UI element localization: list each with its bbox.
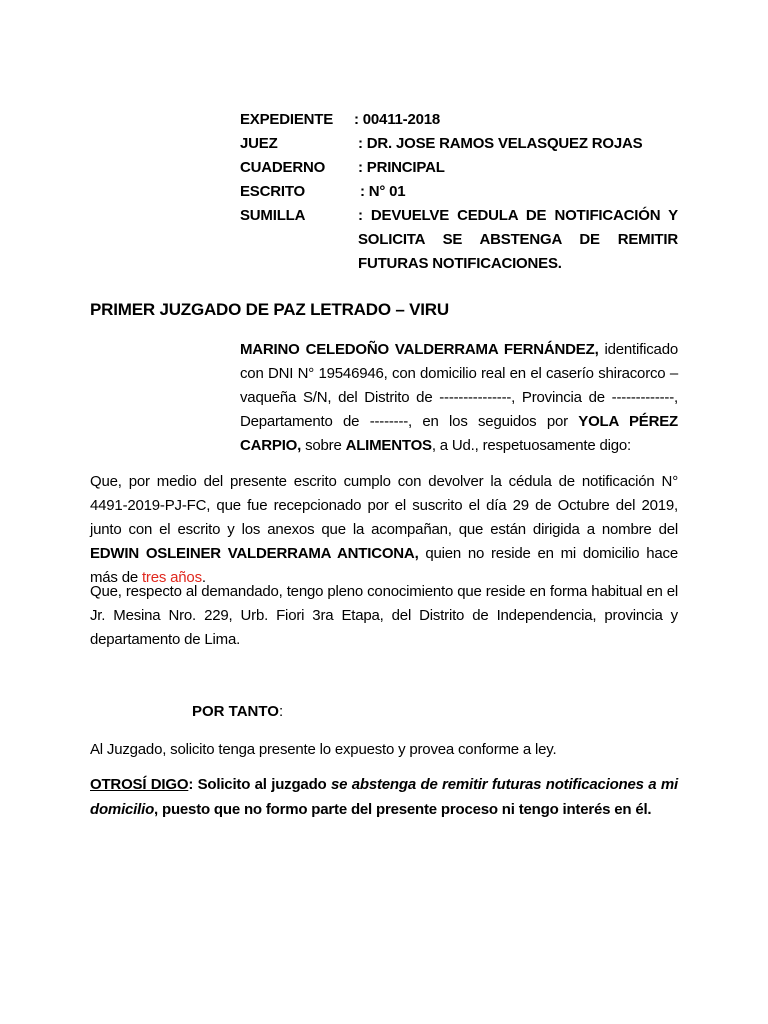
otrosi-label: OTROSÍ DIGO	[90, 776, 189, 793]
otrosi-text-2: , puesto que no formo parte del presente proceso ni tengo interés en él.	[154, 801, 652, 818]
juez-label: JUEZ	[240, 135, 278, 152]
paragraph-defendant-address: Que, respecto al demandado, tengo pleno conocimiento que reside en forma habitual en el Jr. Mesina Nro. 229, Urb. Fiori 3ra Etapa, del Distrito de Independencia, provincia y departamento de Lima.	[90, 583, 678, 648]
intro-text-3: , a Ud., respetuosamente digo:	[431, 437, 631, 454]
paragraph1-text-2: quien no reside en mi domicilio hace más de	[90, 545, 678, 586]
intro-text-2: sobre	[301, 437, 346, 454]
escrito-label: ESCRITO	[240, 183, 306, 200]
sumilla-label: SUMILLA	[240, 207, 306, 224]
court-title: PRIMER JUZGADO DE PAZ LETRADO – VIRU	[90, 300, 449, 319]
addressee-name: EDWIN OSLEINER VALDERRAMA ANTICONA,	[90, 545, 419, 562]
cuaderno-value: : PRINCIPAL	[358, 159, 445, 176]
paragraph-request: Al Juzgado, solicito tenga presente lo expuesto y provea conforme a ley.	[90, 741, 557, 758]
paragraph1-text-1: Que, por medio del presente escrito cumplo con devolver la cédula de notificación N° 4491-2019-PJ-FC, que fue recepcionado por el suscrito el día 29 de Octubre del 2019, junto con el escrito y los anexos que la acompañan, que están dirigida a nombre del	[90, 473, 678, 538]
por-tanto-label: POR TANTO	[192, 703, 279, 720]
highlight-three-years: tres años	[141, 569, 202, 586]
paragraph-notification-return	[90, 470, 678, 590]
otrosi-text-1: : Solicito al juzgado	[188, 776, 331, 793]
matter: ALIMENTOS	[345, 437, 432, 454]
expediente-value: : 00411-2018	[354, 111, 441, 128]
escrito-value: : N° 01	[360, 183, 406, 200]
intro-paragraph	[240, 338, 678, 458]
juez-value: : DR. JOSE RAMOS VELASQUEZ ROJAS	[358, 135, 643, 152]
intro-text-1: identificado con DNI N° 19546946, con domicilio real en el caserío shiracorco – vaqueña S/N, del Distrito de ---------------, Provincia de -------------, Departamento de --------, en los seguidos por	[240, 341, 678, 430]
otrosi-paragraph	[90, 772, 678, 822]
por-tanto-colon: :	[278, 703, 284, 720]
cuaderno-label: CUADERNO	[240, 159, 326, 176]
por-tanto	[192, 700, 283, 724]
expediente-label: EXPEDIENTE	[240, 111, 334, 128]
sumilla-value: : DEVUELVE CEDULA DE NOTIFICACIÓN Y SOLICITA SE ABSTENGA DE REMITIR FUTURAS NOTIFICACIONES.	[358, 207, 678, 272]
petitioner-name: MARINO CELEDOÑO VALDERRAMA FERNÁNDEZ,	[240, 341, 599, 358]
otrosi-emphasis: se abstenga de remitir futuras notificaciones a mi domicilio	[90, 776, 678, 818]
plaintiff-name: YOLA PÉREZ CARPIO,	[240, 413, 678, 454]
paragraph1-text-3: .	[201, 569, 206, 586]
